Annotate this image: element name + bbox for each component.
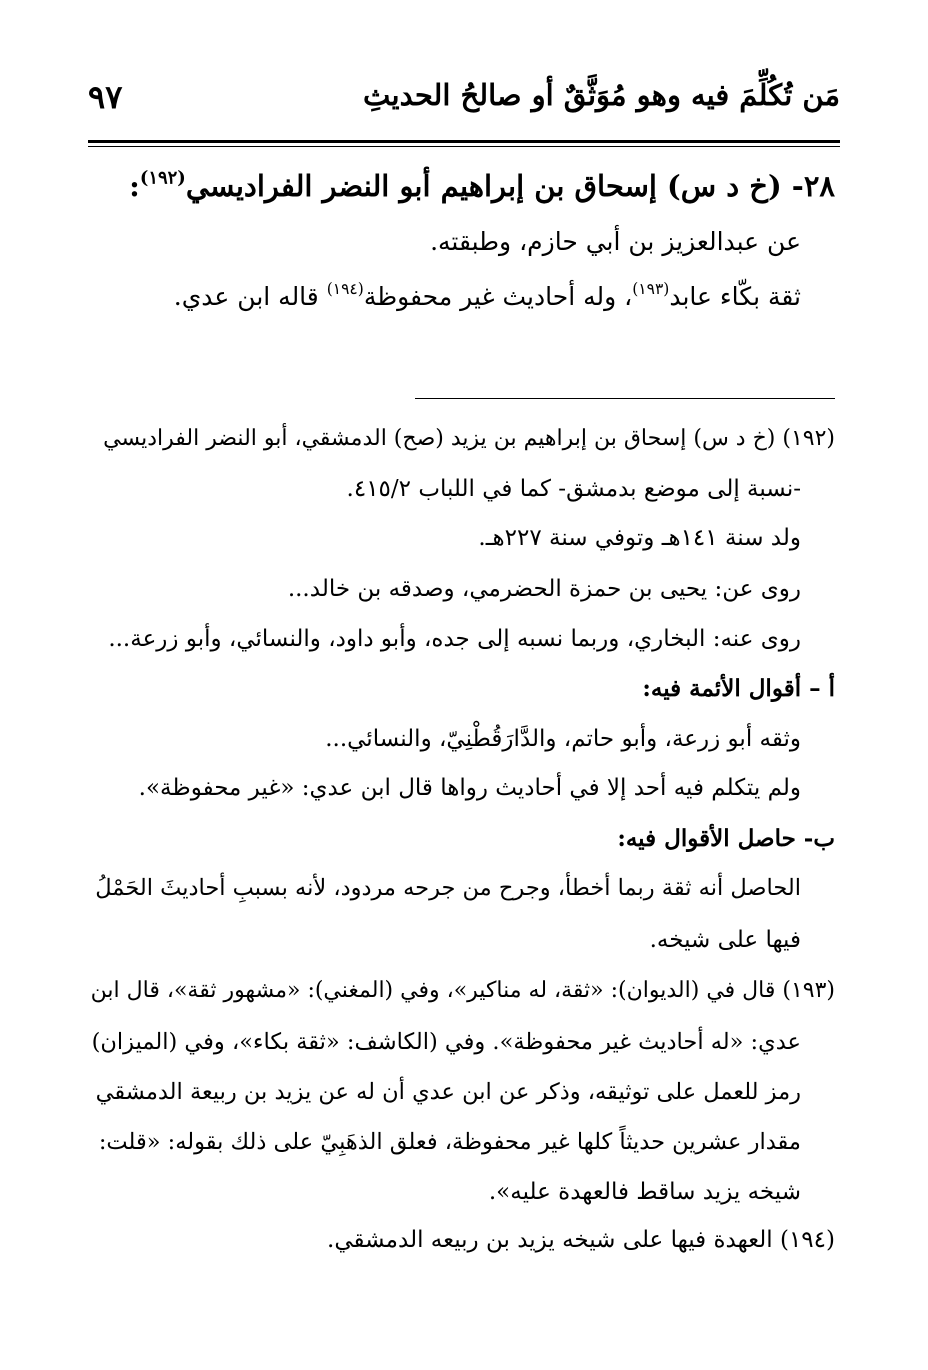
footnote-ref-192: (١٩٢): [139, 167, 186, 189]
entry-heading-colon: :: [129, 169, 140, 203]
footnote-ref-194: (١٩٤): [326, 280, 364, 299]
footnote-193-line-1: (١٩٣) قال في (الديوان): «ثقة، له مناكير»، وفي (المغني): «مشهور ثقة»، قال ابن: [90, 978, 835, 1003]
footnote-192-section-b-line-2: فيها على شيخه.: [649, 927, 801, 953]
footnote-194-line-1: (١٩٤) العهدة فيها على شيخه يزيد بن ربيعه الدمشقي.: [327, 1227, 835, 1253]
footnote-separator: [415, 398, 835, 399]
footnote-192-line-3: ولد سنة ١٤١هـ وتوفي سنة ٢٢٧هـ.: [478, 525, 801, 551]
entry-heading: [129, 167, 835, 203]
footnote-192-section-a-line-2: ولم يتكلم فيه أحد إلا في أحاديث رواها قال ابن عدي: «غير محفوظة».: [138, 775, 801, 801]
footnote-193-line-4: مقدار عشرين حديثاً كلها غير محفوظة، فعلق الذهَبِيّ على ذلك بقوله: «قلت:: [98, 1129, 801, 1155]
page-number: ٩٧: [88, 78, 123, 116]
footnote-192-line-5: روى عنه: البخاري، وربما نسبه إلى جده، وأبو داود، والنسائي، وأبو زرعة...: [108, 626, 801, 652]
footnote-ref-193: (١٩٣): [632, 280, 670, 299]
footnote-193-line-2: عدي: «له أحاديث غير محفوظة». وفي (الكاشف: «ثقة بكاء»، وفي (الميزان): [91, 1029, 801, 1055]
footnote-192-line-1: (١٩٢) (خ د س) إسحاق بن إبراهيم بن يزيد (صح) الدمشقي، أبو النضر الفراديسي: [103, 426, 835, 451]
footnote-193-line-5: شيخه يزيد ساقط فالعهدة عليه».: [488, 1179, 801, 1205]
footnote-192-section-a-line-1: وثقه أبو زرعة، وأبو حاتم، والدَّارَقُطْنِيّ، والنسائي...: [325, 726, 801, 752]
footnote-193-line-3: رمز للعمل على توثيقه، وذكر عن ابن عدي أن له عن يزيد بن ربيعة الدمشقي: [95, 1079, 801, 1105]
footnote-192-line-4: روى عن: يحيى بن حمزة الحضرمي، وصدقه بن خالد...: [287, 576, 801, 602]
header-rule-thick: [88, 140, 840, 143]
running-title: مَن تُكُلِّمَ فيه وهو مُوَثَّقٌ أو صالحُ الحديثِ: [363, 78, 840, 112]
entry-grading-part-a: ثقة بكّاء عابد: [669, 282, 801, 311]
footnote-192-line-2: -نسبة إلى موضع بدمشق- كما في اللباب ٤١٥/٢.: [346, 476, 801, 502]
page-header: [88, 72, 840, 142]
entry-line-teachers: عن عبدالعزيز بن أبي حازم، وطبقته.: [430, 227, 801, 256]
header-rule-thin: [88, 146, 840, 147]
footnote-192-section-b-title: ب- حاصل الأقوال فيه:: [617, 825, 835, 852]
entry-heading-text: ٢٨- (خ د س) إسحاق بن إبراهيم أبو النضر الفراديسي: [185, 169, 835, 203]
entry-grading-part-c: قاله ابن عدي.: [173, 282, 327, 311]
entry-line-grading: [173, 280, 801, 311]
footnote-192-section-a-title: أ – أقوال الأئمة فيه:: [642, 675, 835, 702]
entry-grading-part-b: ، وله أحاديث غير محفوظة: [363, 282, 633, 311]
footnote-192-section-b-line-1: الحاصل أنه ثقة ربما أخطأ، وجرح من جرحه مردود، لأنه بسببِ أحاديثَ الحَمْلُ: [95, 875, 801, 901]
